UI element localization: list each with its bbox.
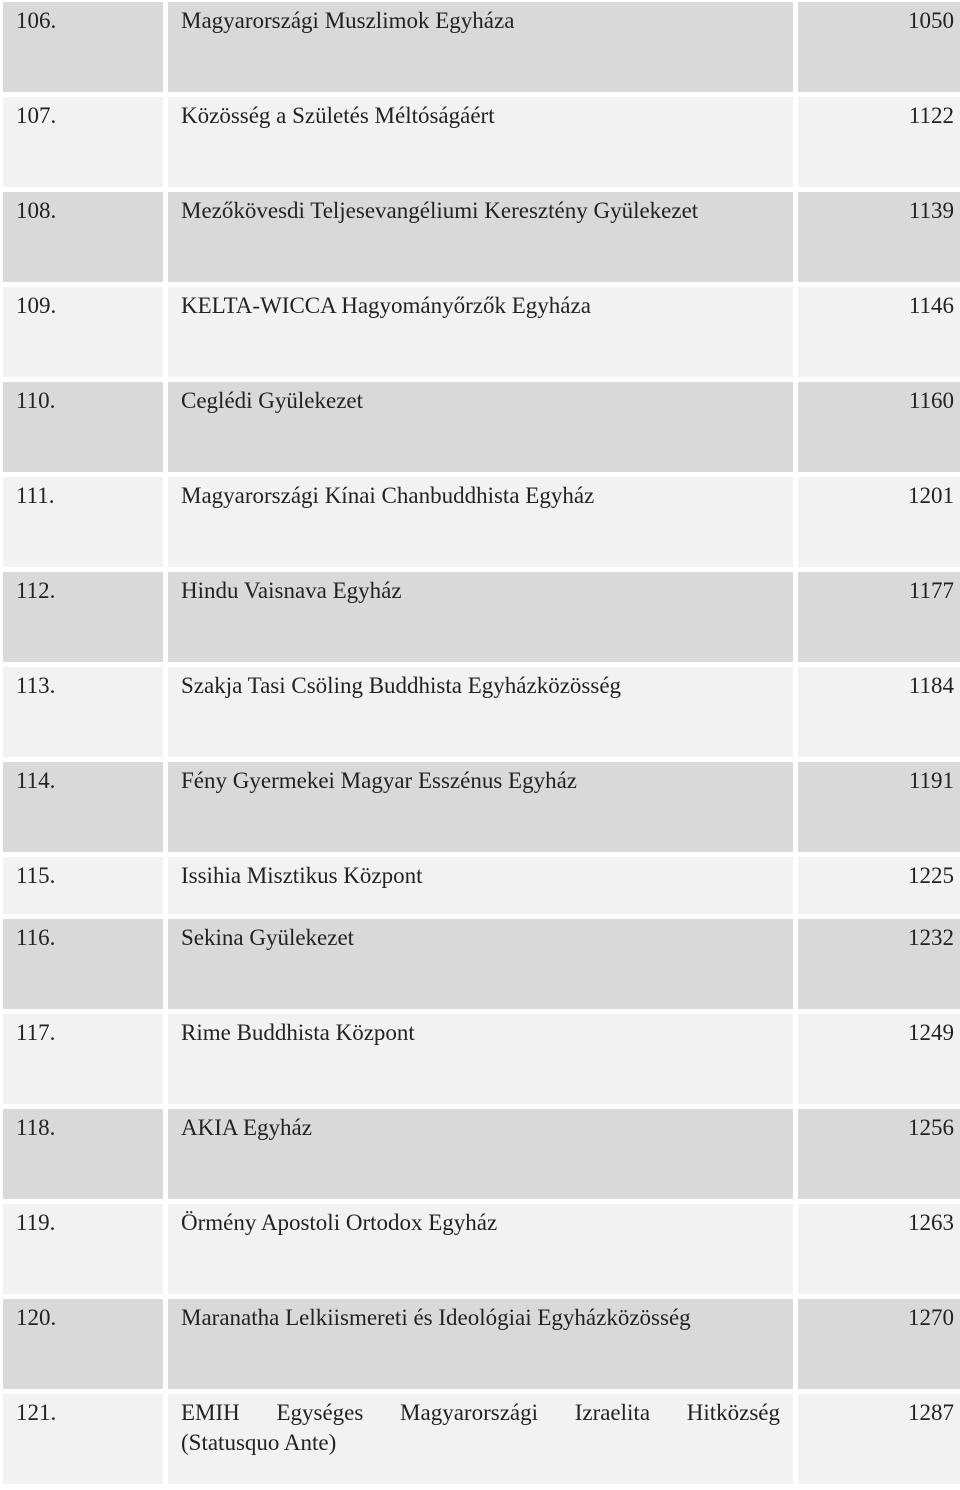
row-name: Maranatha Lelkiismereti és Ideológiai Egyházközösség	[168, 1299, 793, 1389]
row-name: Magyarországi Kínai Chanbuddhista Egyház	[168, 477, 793, 567]
row-name: Magyarországi Muszlimok Egyháza	[168, 2, 793, 92]
row-value: 1263	[798, 1204, 960, 1294]
row-name: Közösség a Születés Méltóságáért	[168, 97, 793, 187]
row-number: 108.	[3, 192, 163, 282]
row-name: Mezőkövesdi Teljesevangéliumi Keresztény Gyülekezet	[168, 192, 793, 282]
row-name: AKIA Egyház	[168, 1109, 793, 1199]
row-number: 119.	[3, 1204, 163, 1294]
row-number: 118.	[3, 1109, 163, 1199]
row-number: 112.	[3, 572, 163, 662]
row-name: Fény Gyermekei Magyar Esszénus Egyház	[168, 762, 793, 852]
row-number: 109.	[3, 287, 163, 377]
table-row	[3, 1299, 960, 1389]
row-value: 1122	[798, 97, 960, 187]
row-number: 121.	[3, 1394, 163, 1484]
row-value: 1225	[798, 857, 960, 914]
row-value: 1184	[798, 667, 960, 757]
row-value: 1146	[798, 287, 960, 377]
table-row	[3, 1109, 960, 1199]
row-value: 1191	[798, 762, 960, 852]
table-row	[3, 857, 960, 914]
row-name-line-2: (Statusquo Ante)	[181, 1430, 337, 1455]
row-name: Örmény Apostoli Ortodox Egyház	[168, 1204, 793, 1294]
row-value: 1160	[798, 382, 960, 472]
row-name-line-1: EMIH Egységes Magyarországi Izraelita Hitközség	[181, 1400, 780, 1425]
row-number: 106.	[3, 2, 163, 92]
row-name: Sekina Gyülekezet	[168, 919, 793, 1009]
row-value: 1232	[798, 919, 960, 1009]
table-row	[3, 1204, 960, 1294]
row-name: Issihia Misztikus Központ	[168, 857, 793, 914]
table-row	[3, 382, 960, 472]
row-number: 111.	[3, 477, 163, 567]
row-number: 115.	[3, 857, 163, 914]
row-number: 110.	[3, 382, 163, 472]
table-row	[3, 477, 960, 567]
row-name	[168, 1394, 793, 1484]
row-value: 1201	[798, 477, 960, 567]
row-name: Ceglédi Gyülekezet	[168, 382, 793, 472]
table-row	[3, 192, 960, 282]
row-value: 1177	[798, 572, 960, 662]
row-number: 120.	[3, 1299, 163, 1389]
table-row	[3, 2, 960, 92]
row-value: 1256	[798, 1109, 960, 1199]
row-name: Hindu Vaisnava Egyház	[168, 572, 793, 662]
table-row	[3, 762, 960, 852]
row-value: 1050	[798, 2, 960, 92]
row-name: Rime Buddhista Központ	[168, 1014, 793, 1104]
row-value: 1249	[798, 1014, 960, 1104]
table-row	[3, 667, 960, 757]
table-row	[3, 572, 960, 662]
row-number: 117.	[3, 1014, 163, 1104]
row-value: 1139	[798, 192, 960, 282]
table-row	[3, 1394, 960, 1484]
table-row	[3, 97, 960, 187]
table-row	[3, 287, 960, 377]
row-name: KELTA-WICCA Hagyományőrzők Egyháza	[168, 287, 793, 377]
row-value: 1287	[798, 1394, 960, 1484]
table-row	[3, 1014, 960, 1104]
row-value: 1270	[798, 1299, 960, 1389]
row-number: 107.	[3, 97, 163, 187]
row-number: 114.	[3, 762, 163, 852]
row-number: 116.	[3, 919, 163, 1009]
row-number: 113.	[3, 667, 163, 757]
row-name: Szakja Tasi Csöling Buddhista Egyházközösség	[168, 667, 793, 757]
table-row	[3, 919, 960, 1009]
